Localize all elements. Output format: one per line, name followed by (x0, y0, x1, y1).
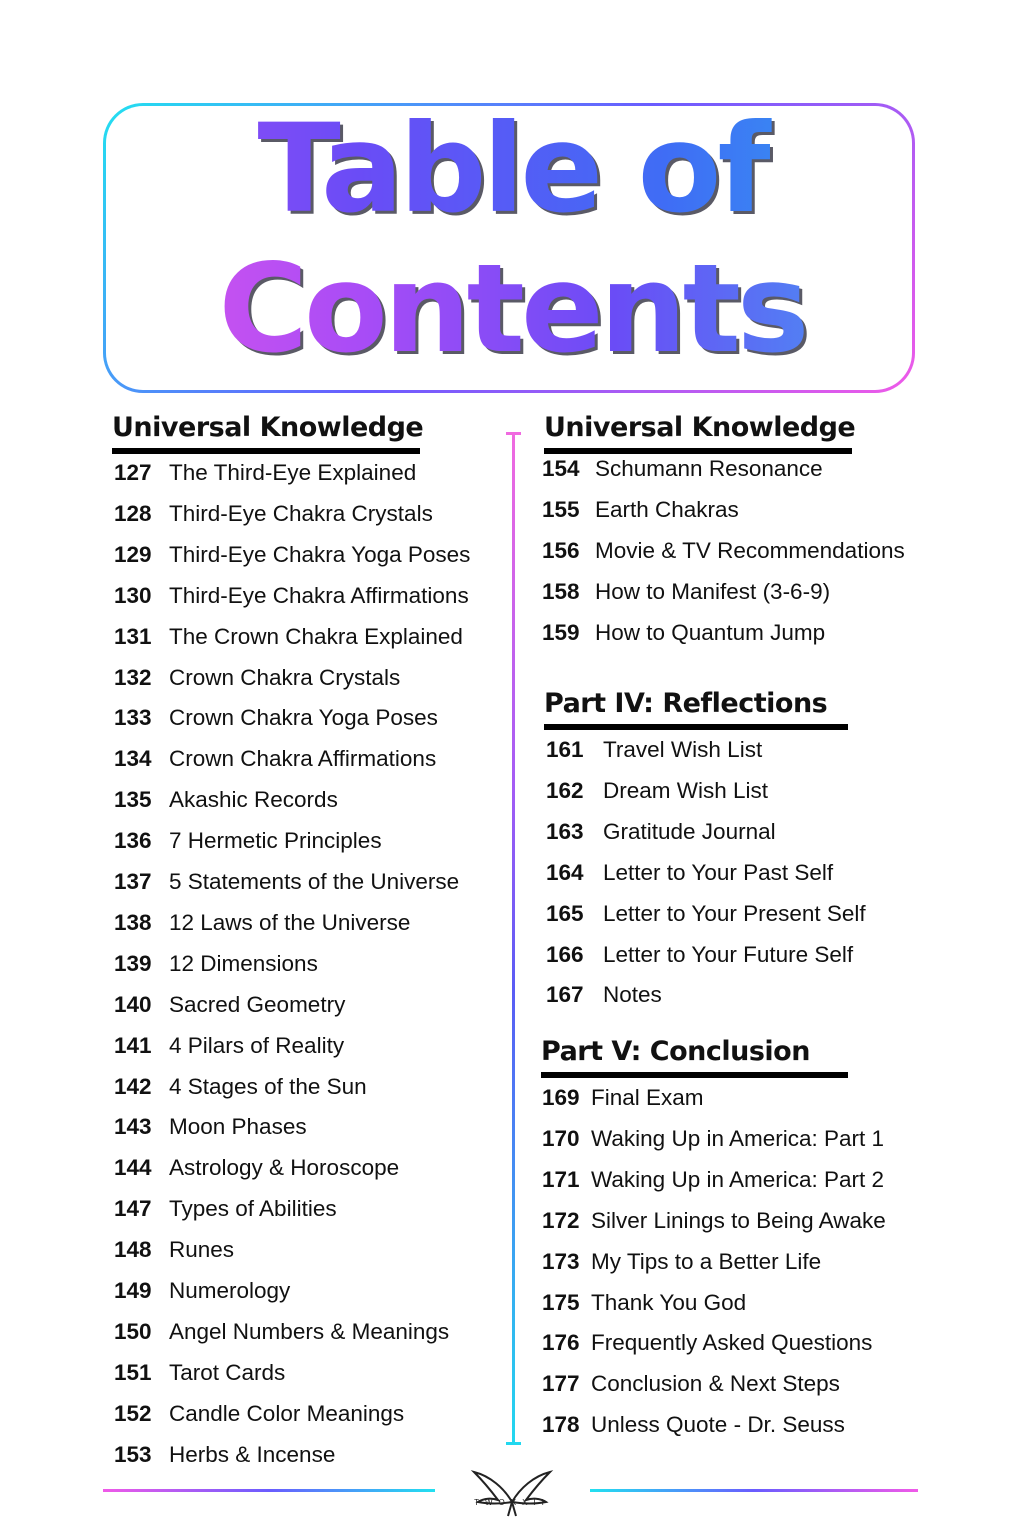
toc-entry-title: Letter to Your Present Self (603, 900, 866, 926)
toc-page-number: 166 (546, 941, 584, 967)
toc-entry-title: Crown Chakra Yoga Poses (169, 705, 438, 731)
toc-page-number: 140 (114, 991, 152, 1017)
toc-page-number: 165 (546, 900, 584, 926)
column-divider-cap-top (506, 432, 521, 435)
toc-entry-title: Sacred Geometry (169, 991, 346, 1017)
toc-page-number: 135 (114, 787, 152, 813)
toc-entry-title: 12 Dimensions (169, 950, 318, 976)
toc-page-number: 144 (114, 1155, 152, 1181)
toc-entry-title: Conclusion & Next Steps (591, 1371, 840, 1397)
toc-page-number: 128 (114, 500, 152, 526)
logo-wordmark: TWOXXII (474, 1498, 550, 1507)
toc-entry-title: Numerology (169, 1278, 291, 1303)
toc-page-number: 162 (546, 777, 584, 803)
toc-page-number: 158 (542, 578, 580, 604)
toc-page-number: 131 (114, 623, 152, 649)
toc-entry-title: The Crown Chakra Explained (169, 623, 463, 649)
toc-page-number: 133 (114, 705, 152, 731)
column-divider-cap-bottom (506, 1442, 521, 1445)
toc-page-number: 137 (114, 869, 152, 894)
section-underline (544, 448, 852, 454)
toc-entry-title: Waking Up in America: Part 2 (591, 1166, 885, 1192)
toc-entry-title: Moon Phases (169, 1114, 307, 1140)
toc-entry-title: Notes (603, 982, 662, 1008)
toc-page-number: 156 (542, 537, 580, 563)
toc-page-number: 142 (114, 1073, 152, 1099)
toc-page-number: 152 (114, 1400, 152, 1426)
section-underline (541, 1072, 848, 1078)
toc-page-number: 170 (542, 1125, 580, 1151)
toc-page-number: 161 (546, 737, 584, 762)
toc-entry-title: Tarot Cards (169, 1359, 286, 1385)
toc-entry-title: 5 Statements of the Universe (169, 869, 460, 894)
toc-entry-title: Crown Chakra Crystals (169, 664, 401, 690)
toc-entry-title: Frequently Asked Questions (591, 1330, 873, 1356)
toc-entry-title: Final Exam (591, 1085, 704, 1110)
toc-entry-title: 4 Pilars of Reality (169, 1032, 345, 1058)
toc-entry-title: My Tips to a Better Life (591, 1248, 822, 1274)
footer-line-right (590, 1489, 918, 1492)
toc-page-number: 173 (542, 1248, 580, 1274)
toc-page-number: 172 (542, 1207, 580, 1233)
toc-entry-title: 4 Stages of the Sun (169, 1073, 367, 1099)
toc-page-number: 154 (542, 456, 580, 481)
column-divider (512, 434, 515, 1444)
toc-entry-title: Dream Wish List (603, 777, 769, 803)
toc-entry-title: Angel Numbers & Meanings (169, 1318, 450, 1344)
toc-page-number: 163 (546, 818, 584, 844)
toc-entry-title: Silver Linings to Being Awake (591, 1207, 886, 1233)
toc-page-number: 132 (114, 664, 152, 690)
toc-page-number: 127 (114, 460, 152, 485)
toc-entry-title: Earth Chakras (595, 496, 739, 522)
toc-entry-title: How to Manifest (3-6-9) (595, 578, 831, 604)
toc-entry-title: The Third-Eye Explained (169, 460, 417, 485)
toc-page-number: 139 (114, 950, 152, 976)
section-heading-conclusion: Part V: Conclusion (541, 1036, 810, 1067)
toc-page-number: 167 (546, 982, 584, 1008)
toc-entry-title: Candle Color Meanings (169, 1400, 405, 1426)
toc-page-number: 159 (542, 619, 580, 645)
toc-entry-title: Astrology & Horoscope (169, 1155, 400, 1181)
toc-page-number: 141 (114, 1032, 152, 1058)
toc-page-number: 129 (114, 541, 152, 567)
toc-entry-title: Schumann Resonance (595, 456, 823, 481)
toc-entry-title: How to Quantum Jump (595, 619, 826, 645)
toc-entry-title: 12 Laws of the Universe (169, 909, 411, 935)
toc-entry-title: Runes (169, 1237, 235, 1263)
section-underline (112, 448, 420, 454)
toc-page-number: 138 (114, 909, 152, 935)
footer-line-left (103, 1489, 435, 1492)
toc-entry-title: 7 Hermetic Principles (169, 828, 382, 854)
toc-entry-title: Akashic Records (169, 787, 338, 813)
toc-entry-title: Crown Chakra Affirmations (169, 746, 437, 772)
toc-entry-title: Herbs & Incense (169, 1441, 336, 1467)
toc-entry-title: Types of Abilities (169, 1196, 337, 1222)
toc-page-number: 150 (114, 1318, 152, 1344)
toc-page-number: 175 (542, 1289, 580, 1315)
toc-page-number: 164 (546, 859, 584, 885)
butterfly-icon (468, 1462, 556, 1522)
toc-page-number: 136 (114, 828, 152, 854)
toc-page-number: 176 (542, 1330, 580, 1356)
toc-page-number: 171 (542, 1166, 580, 1192)
toc-entry-title: Third-Eye Chakra Crystals (169, 500, 433, 526)
section-heading-reflections: Part IV: Reflections (544, 688, 828, 719)
section-heading-universal-knowledge-2: Universal Knowledge (544, 412, 856, 443)
toc-page-number: 178 (542, 1412, 580, 1438)
toc-page-number: 169 (542, 1085, 580, 1110)
toc-page-number: 147 (114, 1196, 152, 1222)
toc-entry-title: Thank You God (591, 1289, 747, 1315)
toc-entry-title: Letter to Your Future Self (603, 941, 854, 967)
toc-page-number: 148 (114, 1237, 152, 1263)
toc-page-number: 134 (114, 746, 152, 772)
toc-entry-title: Movie & TV Recommendations (595, 537, 905, 563)
toc-page-number: 143 (114, 1114, 152, 1140)
toc-entry-title: Letter to Your Past Self (603, 859, 834, 885)
toc-entry-title: Waking Up in America: Part 1 (591, 1125, 885, 1151)
toc-page-number: 149 (114, 1278, 152, 1303)
toc-page-number: 153 (114, 1441, 152, 1467)
section-heading-universal-knowledge-1: Universal Knowledge (112, 412, 424, 443)
toc-entry-title: Gratitude Journal (603, 818, 776, 844)
section-underline (544, 724, 848, 730)
toc-entry-title: Third-Eye Chakra Yoga Poses (169, 541, 471, 567)
toc-page-number: 177 (542, 1371, 580, 1397)
toc-entry-title: Travel Wish List (603, 737, 763, 762)
toc-page-number: 155 (542, 496, 580, 522)
title-line-2: Contents (0, 248, 1024, 370)
toc-page-number: 130 (114, 582, 152, 608)
title-line-1: Table of (0, 108, 1024, 230)
toc-page-number: 151 (114, 1359, 152, 1385)
toc-entry-title: Third-Eye Chakra Affirmations (169, 582, 469, 608)
toc-entry-title: Unless Quote - Dr. Seuss (591, 1412, 845, 1438)
